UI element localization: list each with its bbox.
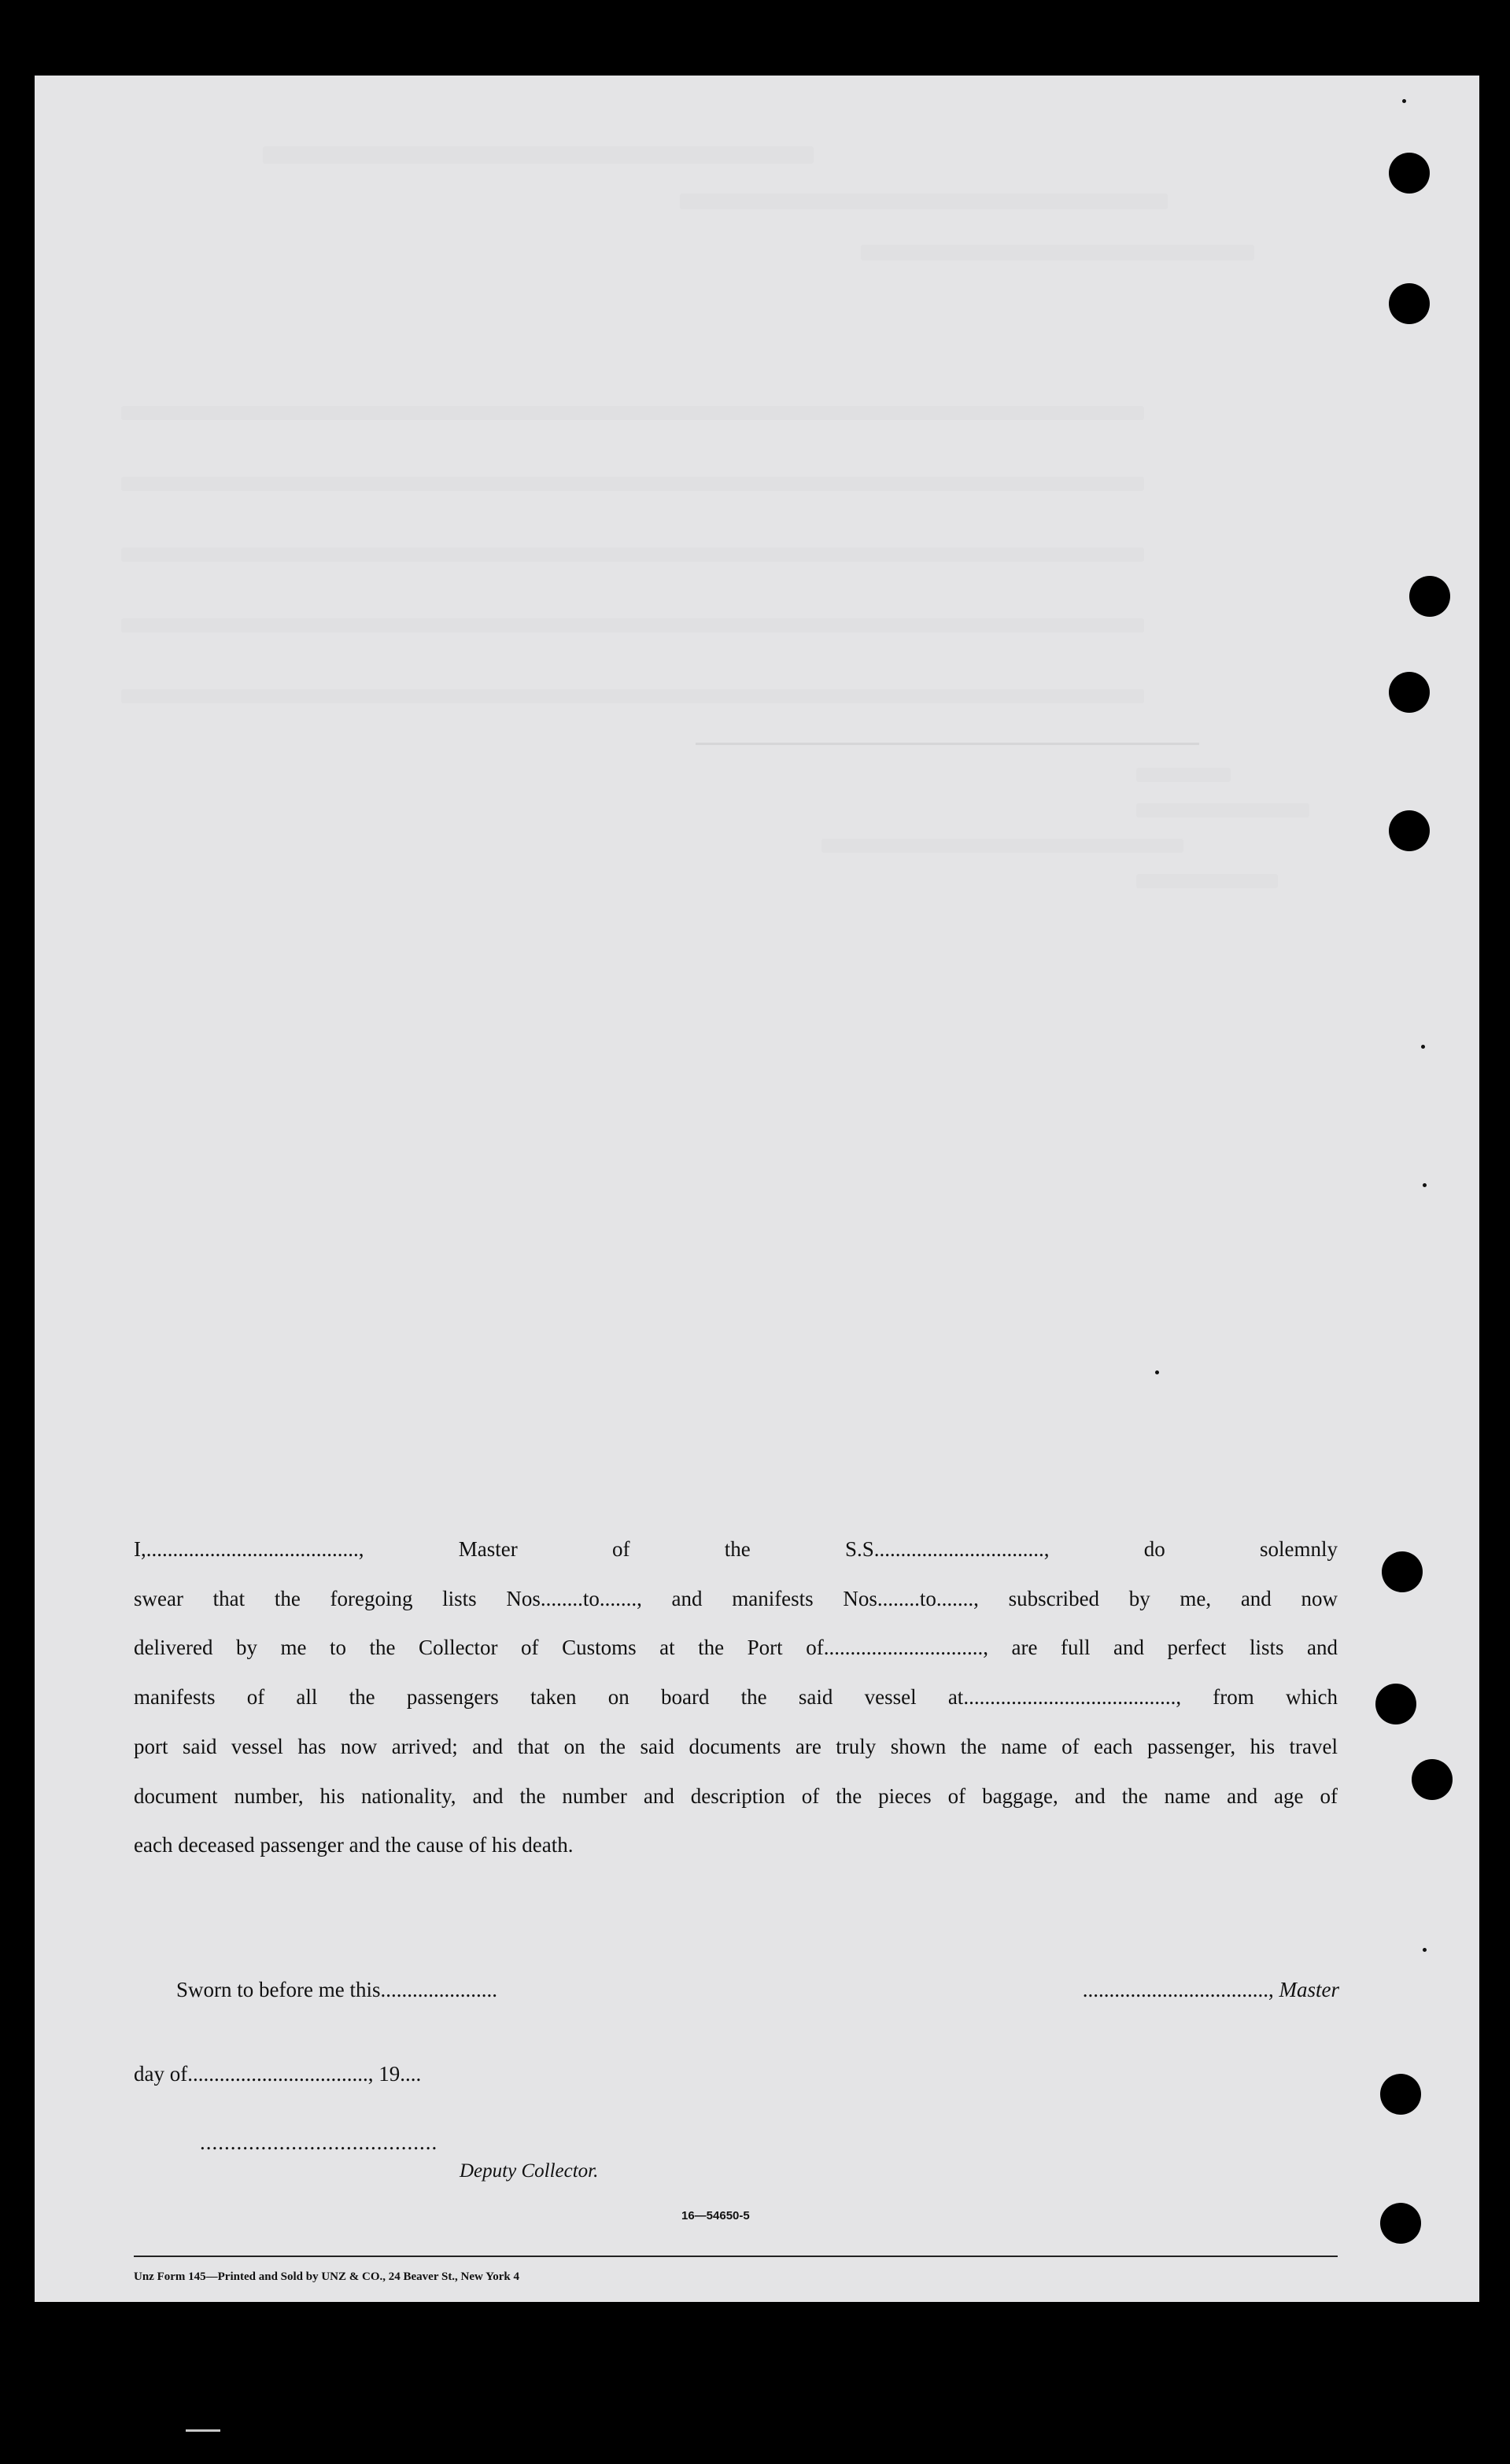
oath-line-7: each deceased passenger and the cause of his death. — [134, 1833, 574, 1857]
speck — [1423, 1948, 1427, 1952]
departure-port-field[interactable]: ........................................ — [963, 1685, 1176, 1710]
scan-mark — [186, 2429, 220, 2432]
punch-hole — [1382, 1551, 1423, 1592]
oath-text: , do solemnly — [1043, 1537, 1338, 1561]
oath-text: delivered by me to the Collector of Customs at the Port of — [134, 1636, 824, 1660]
punch-hole — [1380, 2203, 1421, 2244]
bleed-through-row — [1136, 803, 1309, 817]
punch-hole — [1389, 672, 1430, 713]
day-of-label: day of — [134, 2062, 188, 2086]
bleed-through-header — [861, 245, 1254, 260]
speck — [1155, 1370, 1159, 1374]
punch-hole — [1375, 1684, 1416, 1724]
speck — [1423, 1183, 1427, 1187]
bleed-through-row — [121, 548, 1144, 562]
oath-text: , from which — [1176, 1685, 1338, 1710]
bleed-through-header — [680, 194, 1168, 209]
bleed-through-row — [121, 477, 1144, 491]
bleed-through-header — [263, 146, 814, 164]
manifests-to-field[interactable]: ....... — [936, 1586, 974, 1610]
oath-line-6: document number, his nationality, and the number and description of the pieces of baggage, and the name and age of — [134, 1783, 1338, 1808]
oath-text: to — [919, 1586, 936, 1610]
master-signature-line: ..................................., Master — [1082, 1978, 1339, 2001]
lists-from-field[interactable]: ....... — [545, 1586, 583, 1610]
speck — [1421, 1045, 1425, 1049]
manifest-page — [35, 76, 1479, 2302]
oath-line-2 — [134, 1574, 1338, 1624]
bleed-through-row — [1136, 874, 1278, 888]
sworn-line — [176, 1978, 497, 2002]
month-field[interactable]: .................................. — [187, 2062, 368, 2086]
oath-text: I, — [134, 1537, 146, 1561]
oath-text: , are full and perfect lists and — [983, 1636, 1338, 1660]
port-field[interactable]: .............................. — [823, 1636, 984, 1660]
master-name-field[interactable]: ........................................ — [146, 1537, 359, 1561]
oath-text: , Master of the S.S. — [358, 1537, 880, 1561]
bleed-through-rule — [696, 743, 1199, 745]
punch-hole — [1389, 283, 1430, 324]
bleed-through-row — [1136, 768, 1231, 782]
bleed-through-row — [121, 406, 1144, 420]
bleed-through-row — [821, 839, 1183, 853]
printer-credit: Unz Form 145—Printed and Sold by UNZ & CO., 24 Beaver St., New York 4 — [134, 2270, 519, 2283]
footer-divider — [134, 2256, 1338, 2257]
oath-line-4 — [134, 1673, 1338, 1722]
punch-hole — [1409, 576, 1450, 617]
sworn-label: Sworn to before me this — [176, 1978, 381, 2001]
punch-hole — [1389, 810, 1430, 851]
oath-text: , and manifests Nos. — [637, 1586, 883, 1610]
day-of-line — [134, 2062, 421, 2086]
year-field[interactable]: .... — [400, 2062, 422, 2086]
sworn-date-field[interactable]: ...................... — [380, 1978, 497, 2001]
oath-text: swear that the foregoing lists Nos. — [134, 1586, 546, 1610]
oath-text: to — [582, 1586, 600, 1610]
form-code: 16—54650-5 — [681, 2209, 750, 2222]
lists-to-field[interactable]: ....... — [599, 1586, 637, 1610]
oath-line-5: port said vessel has now arrived; and that on the said documents are truly shown the name of each passenger, his travel — [134, 1734, 1338, 1758]
master-signature-field[interactable]: ................................... — [1082, 1978, 1268, 2001]
punch-hole — [1412, 1759, 1453, 1800]
deputy-collector-label: Deputy Collector. — [460, 2160, 599, 2182]
oath-paragraph — [134, 1525, 1338, 1870]
ship-name-field[interactable]: ............................... — [879, 1537, 1044, 1561]
bleed-through-row — [121, 689, 1144, 703]
oath-line-1 — [134, 1525, 1338, 1574]
speck — [1402, 99, 1406, 103]
deputy-signature-field[interactable]: ....................................... — [200, 2130, 438, 2154]
manifests-from-field[interactable]: ....... — [882, 1586, 920, 1610]
punch-hole — [1389, 153, 1430, 194]
oath-text: , subscribed by me, and now — [973, 1586, 1338, 1610]
bleed-through-row — [121, 618, 1144, 633]
master-label: Master — [1279, 1978, 1339, 2001]
oath-line-3 — [134, 1623, 1338, 1673]
year-prefix: , 19 — [367, 2062, 401, 2086]
punch-hole — [1380, 2074, 1421, 2115]
oath-text: manifests of all the passengers taken on board the said vessel at — [134, 1685, 964, 1710]
